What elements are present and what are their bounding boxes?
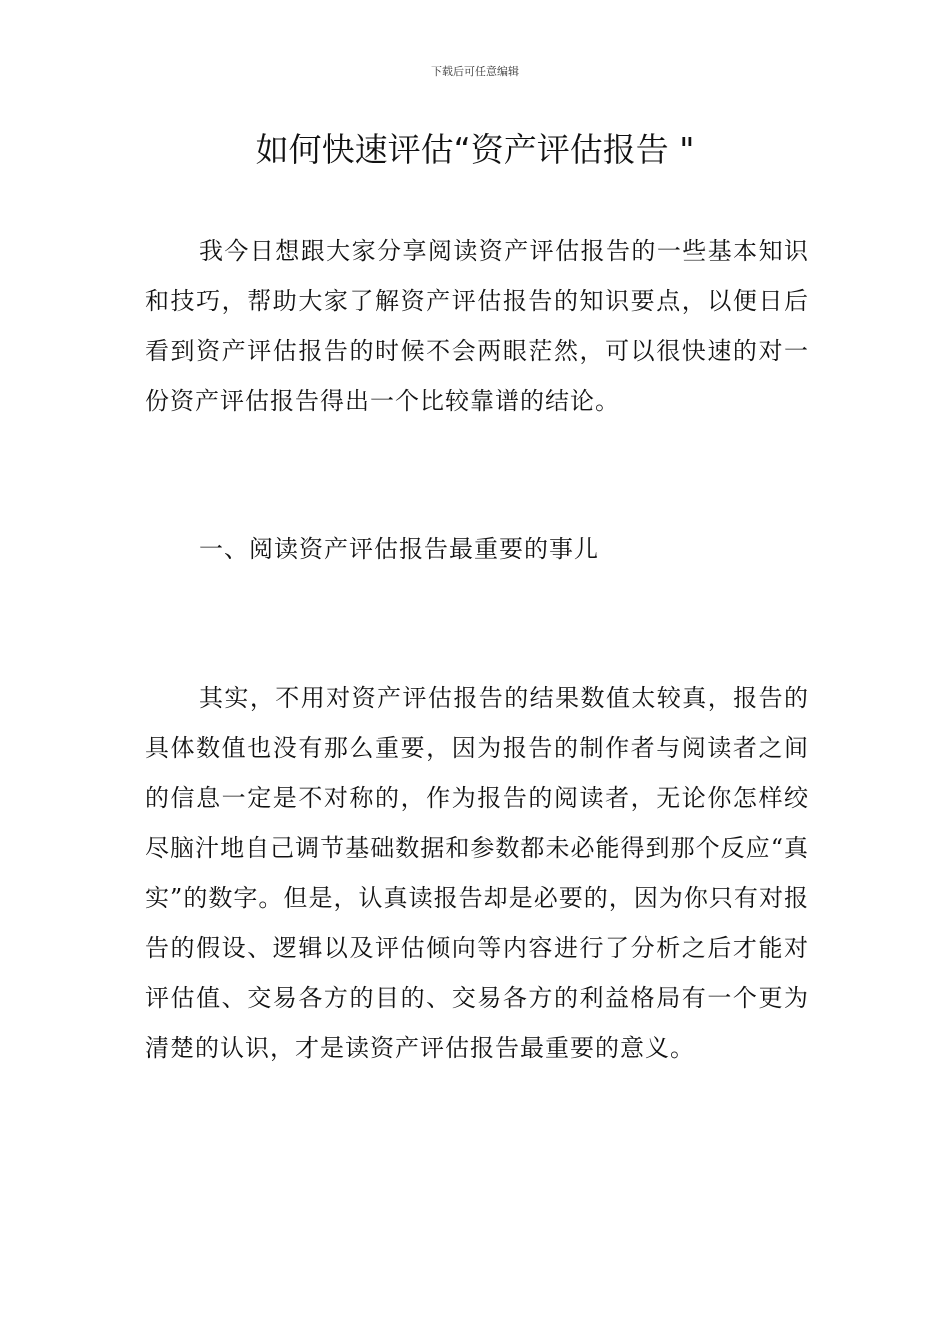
document-title: 如何快速评估“资产评估报告 " (255, 130, 695, 169)
section-body-paragraph: 其实，不用对资产评估报告的结果数值太较真，报告的具体数值也没有那么重要，因为报告的制作者与阅读者之间的信息一定是不对称的，作为报告的阅读者，无论你怎样绞尽脑汁地自己调节基础数据和参数都未必能得到那个反应“真实”的数字。但是，认真读报告却是必要的，因为你只有对报告的假设、逻辑以及评估倾向等内容进行了分析之后才能对评估值、交易各方的目的、交易各方的利益格局有一个更为清楚的认识，才是读资产评估报告最重要的意义。 (145, 684, 809, 1062)
page-header-note: 下载后可任意编辑 (431, 65, 519, 78)
intro-paragraph: 我今日想跟大家分享阅读资产评估报告的一些基本知识和技巧，帮助大家了解资产评估报告的知识要点，以便日后看到资产评估报告的时候不会两眼茫然，可以很快速的对一份资产评估报告得出一个比较靠谱的结论。 (145, 237, 809, 415)
section-heading: 一、阅读资产评估报告最重要的事儿 (199, 535, 599, 563)
